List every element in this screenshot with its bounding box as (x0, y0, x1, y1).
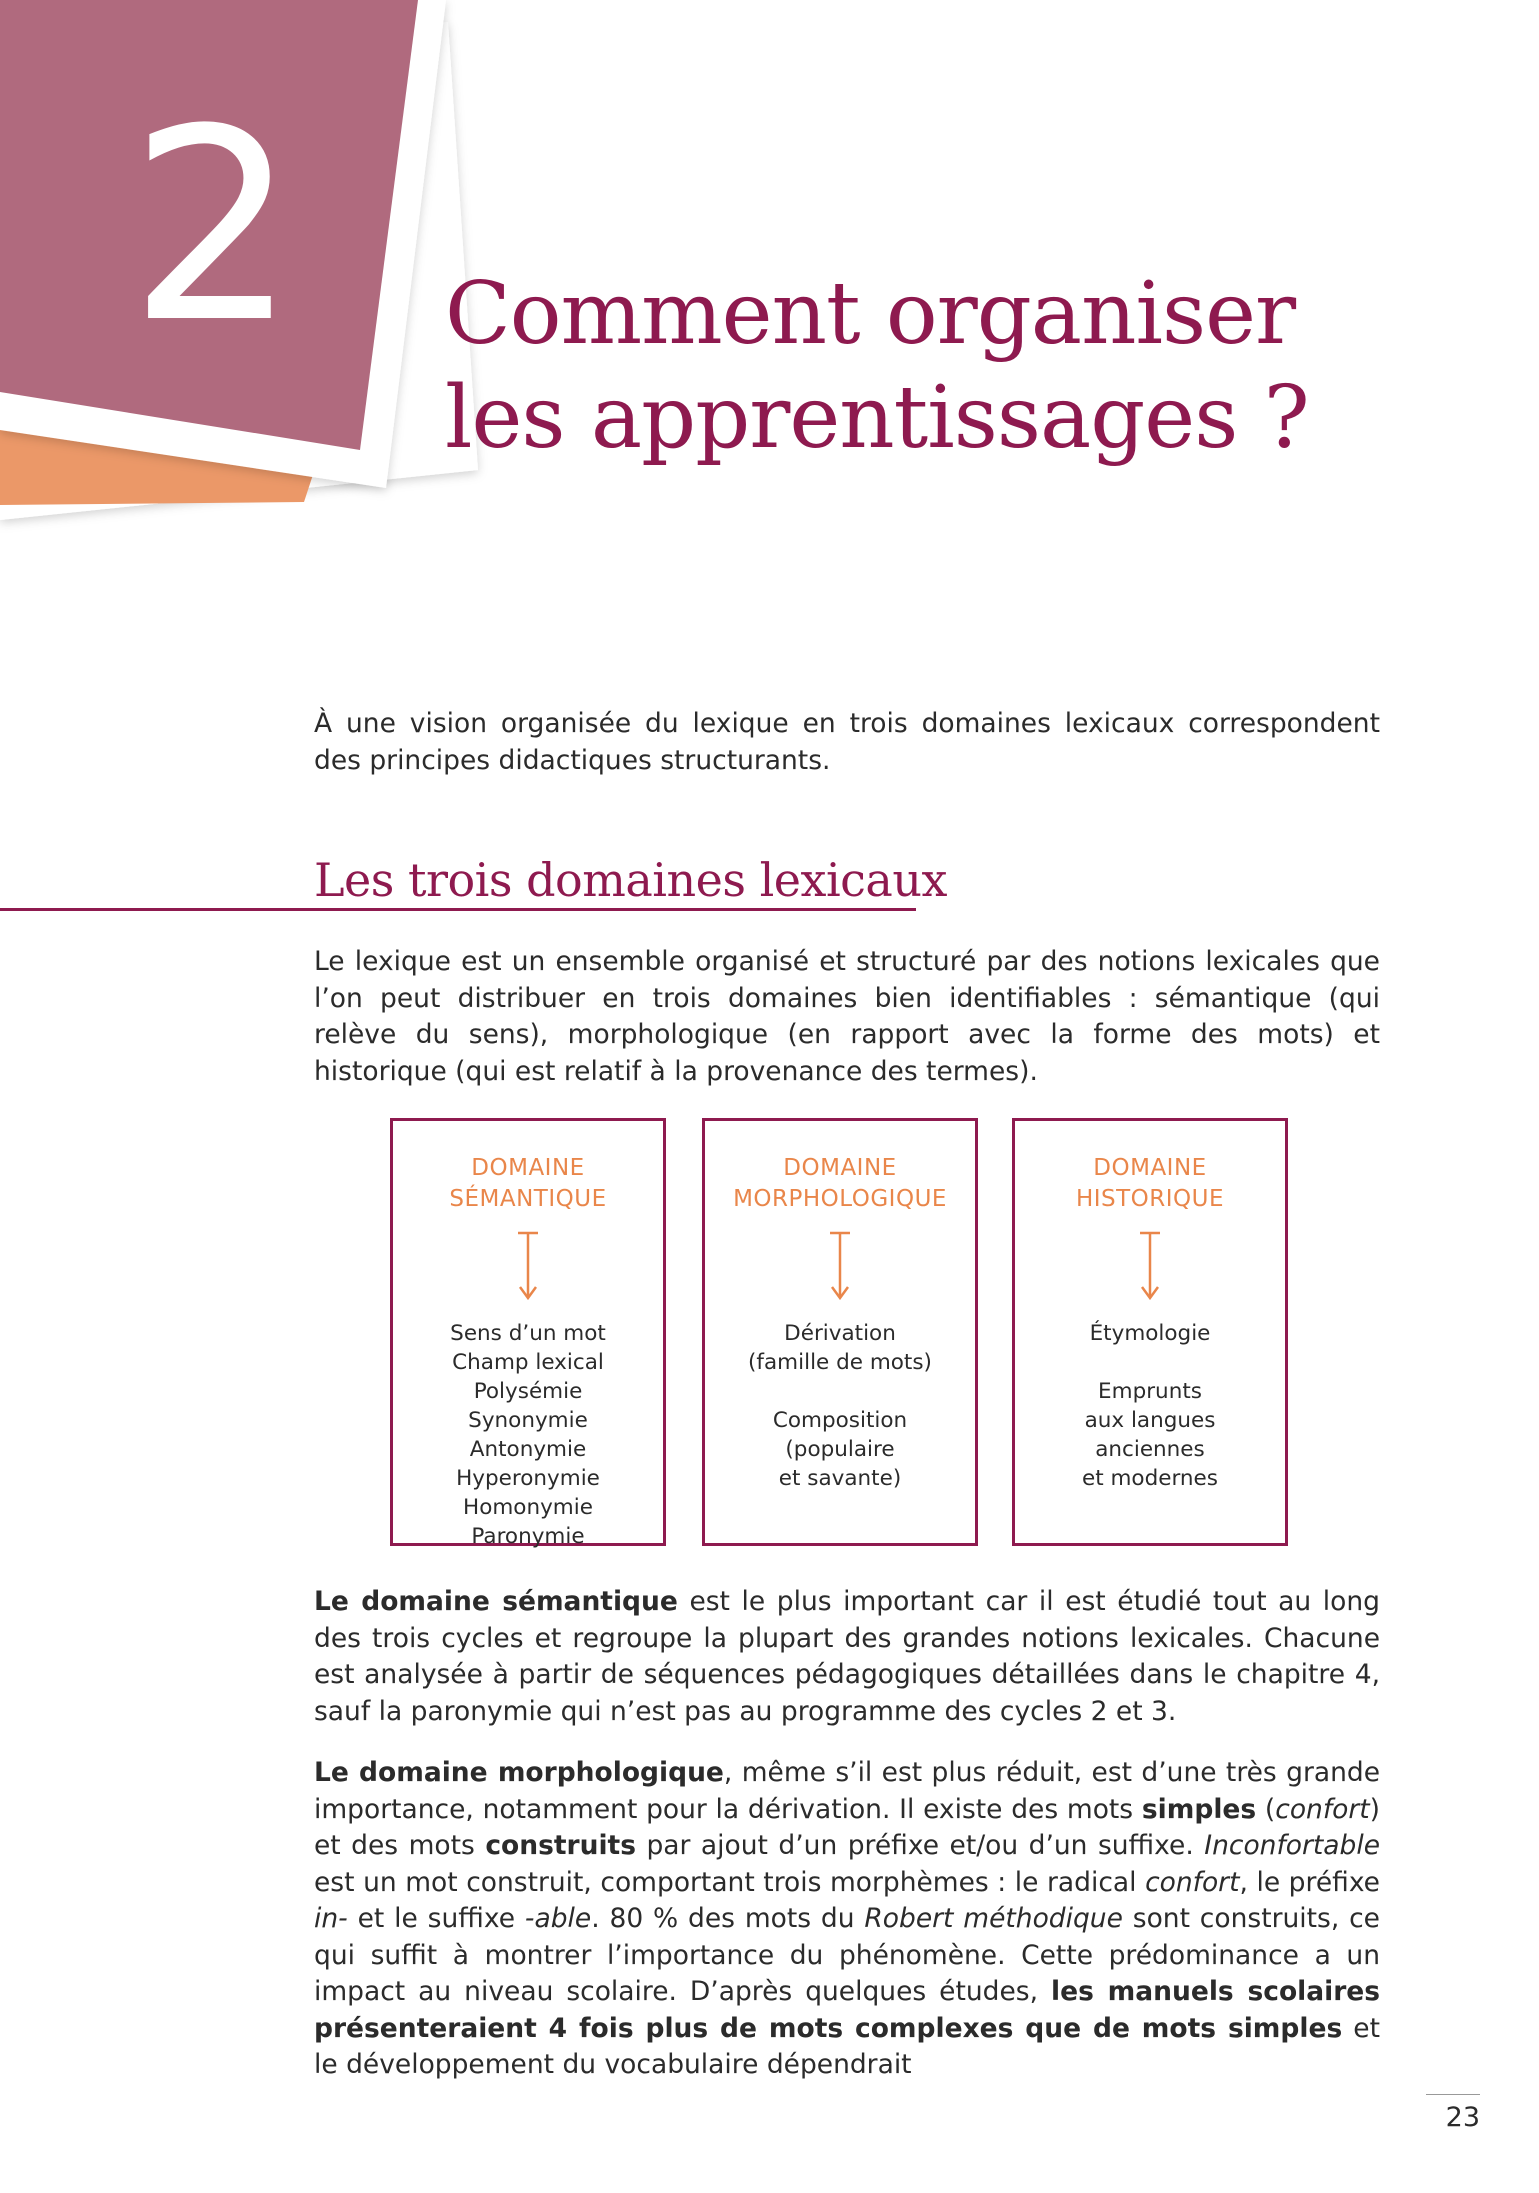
domain-item: Hyperonymie (456, 1466, 600, 1491)
italic-run: -able (524, 1903, 592, 1934)
domain-item: et savante) (778, 1466, 902, 1491)
domain-item: Dérivation (784, 1321, 896, 1346)
text-run: , même s’il est plus réduit, est d’une très grande importance, notamment pour la dérivation. Il existe des mots (314, 1757, 1380, 1825)
text-run: ) et des mots (314, 1793, 1380, 1861)
morpho-paragraph (314, 1755, 1380, 2084)
domain-item: Antonymie (469, 1437, 587, 1462)
domain-box-semantique (390, 1118, 666, 1549)
italic-run: confort (1275, 1793, 1370, 1825)
domain-item: Étymologie (1089, 1321, 1211, 1346)
italic-run: in- (314, 1903, 348, 1934)
text-run: et le suffixe (347, 1903, 525, 1934)
chapter-title-line-1: Comment organiser (445, 264, 1296, 364)
text-run: sont construits, ce qui suffit à montrer l’importance du phénomène. Cette prédominance a un impact au niveau scolaire. D’après quelques études, (314, 1903, 1380, 2007)
semantic-lead: Le domaine sémantique (314, 1586, 678, 1617)
text-run: ( (1256, 1793, 1276, 1825)
bold-run: construits (485, 1830, 636, 1861)
domain-title (1015, 1153, 1285, 1215)
intro-paragraph: À une vision organisée du lexique en trois domaines lexicaux correspondent des principes didactiques structurants. (314, 708, 1380, 776)
page-number: 23 (1445, 2102, 1480, 2133)
domain-item: et modernes (1082, 1466, 1218, 1491)
text-run: . 80 % des mots du (591, 1903, 865, 1934)
domain-title-line: DOMAINE (783, 1155, 897, 1181)
arrow-down-icon (1138, 1231, 1162, 1301)
page-number-rule (1426, 2094, 1480, 2095)
italic-run: Robert méthodique (864, 1903, 1123, 1934)
domain-title-line: DOMAINE (471, 1155, 585, 1181)
domain-item: Emprunts (1098, 1379, 1202, 1404)
arrow-down-icon (828, 1231, 852, 1301)
domain-items (1015, 1319, 1285, 1493)
text-run: par ajout d’un préfixe et/ou d’un suffixe. (636, 1830, 1205, 1861)
domain-items (393, 1319, 663, 1551)
domain-item: Synonymie (468, 1408, 588, 1433)
section-paragraph: Le lexique est un ensemble organisé et structuré par des notions lexicales que l’on peut distribuer en trois domaines bien identifiables : sémantique (qui relève du sens), morphologique (en rapport avec la forme des mots) et historique (qui est relatif à la provenance des termes). (314, 946, 1380, 1087)
chapter-title (445, 262, 1309, 470)
domain-item: Champ lexical (452, 1350, 604, 1375)
domain-item: anciennes (1095, 1437, 1205, 1462)
domain-title-line: HISTORIQUE (1075, 1186, 1225, 1212)
domain-item: Paronymie (471, 1524, 585, 1549)
domain-item: (famille de mots) (748, 1350, 932, 1375)
domain-title (705, 1153, 975, 1215)
domain-item: Sens d’un mot (450, 1321, 606, 1346)
bold-run: les manuels scolaires présenteraient 4 fois plus de mots complexes que de mots simples (314, 1976, 1381, 2044)
domain-item: Homonymie (463, 1495, 593, 1520)
arrow-down-icon (516, 1231, 540, 1301)
italic-run: Inconfortable (1204, 1830, 1381, 1861)
domain-title-line: SÉMANTIQUE (449, 1186, 607, 1212)
domain-item (705, 1377, 975, 1406)
domain-item: Composition (772, 1408, 908, 1433)
bold-run: simples (1141, 1793, 1257, 1825)
morpho-lead: Le domaine morphologique (314, 1757, 724, 1788)
domain-item: Polysémie (473, 1379, 583, 1404)
domain-title-line: MORPHOLOGIQUE (733, 1186, 947, 1212)
domain-item: aux langues (1084, 1408, 1216, 1433)
italic-run: confort (1145, 1866, 1240, 1898)
semantic-paragraph (314, 1584, 1380, 1730)
chapter-number: 2 (128, 73, 298, 381)
domain-item (1015, 1348, 1285, 1377)
domain-items (705, 1319, 975, 1493)
domain-item: (populaire (785, 1437, 895, 1462)
domain-box-morphologique (702, 1118, 978, 1546)
text-run: est un mot construit, comportant trois morphèmes : le radical (314, 1866, 1146, 1898)
text-run: , le préfixe (1239, 1866, 1380, 1898)
section-underline (0, 908, 916, 911)
semantic-text: est le plus important car il est étudié tout au long des trois cycles et regroupe la plupart des grandes notions lexicales. Chacune est analysée à partir de séquences pédagogiques détaillées dans le chapitre 4, sauf la paronymie qui n’est pas au programme des cycles 2 et 3. (314, 1586, 1380, 1727)
chapter-title-line-2: les apprentissages ? (445, 368, 1309, 468)
domain-box-historique (1012, 1118, 1288, 1546)
domain-title-line: DOMAINE (1093, 1155, 1207, 1181)
text-run: et le développement du vocabulaire dépendrait (314, 2012, 1380, 2080)
section-title: Les trois domaines lexicaux (314, 853, 947, 907)
domain-title (393, 1153, 663, 1215)
